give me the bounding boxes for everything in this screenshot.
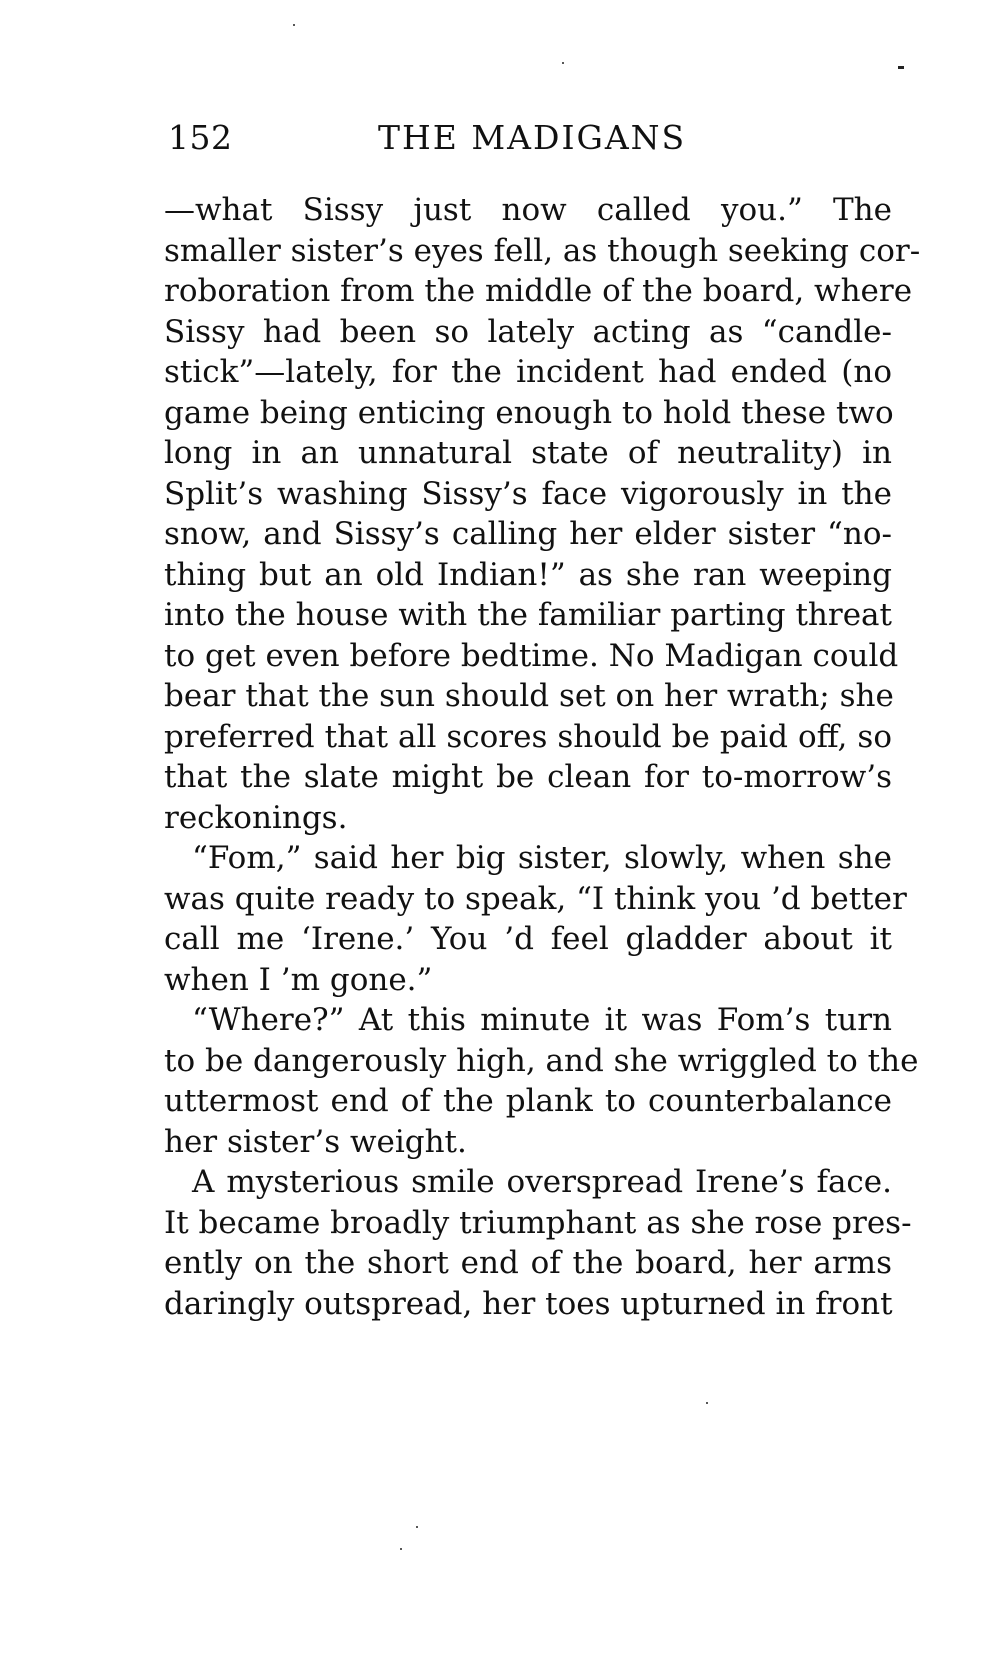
text-line: Sissy had been so lately acting as “candle- — [164, 313, 892, 350]
text-line: smaller sister’s eyes fell, as though seeking cor- — [164, 232, 921, 269]
text-line: reckonings. — [164, 799, 348, 836]
text-line: roboration from the middle of the board, where — [164, 273, 913, 309]
scan-speck — [293, 24, 295, 26]
scan-speck — [400, 1548, 402, 1550]
text-line: Split’s washing Sissy’s face vigorously in the — [164, 475, 892, 512]
scan-speck — [898, 66, 904, 69]
text-line: —what Sissy just now called you.” The — [164, 192, 892, 228]
text-line: call me ‘Irene.’ You ’d feel gladder about it — [164, 921, 892, 957]
scan-speck — [706, 1402, 708, 1404]
text-line: thing but an old Indian!” as she ran weeping — [164, 556, 892, 593]
text-line: preferred that all scores should be paid off, so — [164, 718, 892, 755]
text-line: was quite ready to speak, “I think you ’d better — [164, 880, 907, 917]
text-line: uttermost end of the plank to counterbalance — [164, 1083, 892, 1119]
text-line: long in an unnatural state of neutrality) in — [164, 435, 892, 471]
text-line: her sister’s weight. — [164, 1123, 467, 1160]
text-line: into the house with the familiar parting threat — [164, 597, 892, 633]
text-line: daringly outspread, her toes upturned in front — [164, 1285, 893, 1322]
scan-speck — [416, 1526, 418, 1528]
text-line: bear that the sun should set on her wrath; she — [164, 678, 894, 714]
text-line: that the slate might be clean for to-morrow’s — [164, 759, 892, 795]
text-line: game being enticing enough to hold these two — [164, 394, 894, 431]
text-line: stick”—lately, for the incident had ended (no — [164, 354, 892, 390]
page-header — [168, 118, 888, 162]
text-line: “Where?” At this minute it was Fom’s turn — [192, 1002, 892, 1038]
text-line: to be dangerously high, and she wriggled to the — [164, 1042, 919, 1079]
text-line: It became broadly triumphant as she rose pres- — [164, 1204, 912, 1241]
text-line: snow, and Sissy’s calling her elder sister “no- — [164, 516, 892, 552]
text-line: “Fom,” said her big sister, slowly, when she — [192, 840, 892, 876]
text-line: when I ’m gone.” — [164, 961, 433, 998]
text-line: ently on the short end of the board, her arms — [164, 1245, 892, 1281]
text-line: A mysterious smile overspread Irene’s face. — [192, 1164, 892, 1200]
page-number: 152 — [168, 118, 233, 157]
running-head: THE MADIGANS — [378, 118, 687, 157]
text-line: to get even before bedtime. No Madigan could — [164, 637, 899, 674]
body-text — [164, 190, 921, 1324]
scan-speck — [562, 62, 564, 64]
